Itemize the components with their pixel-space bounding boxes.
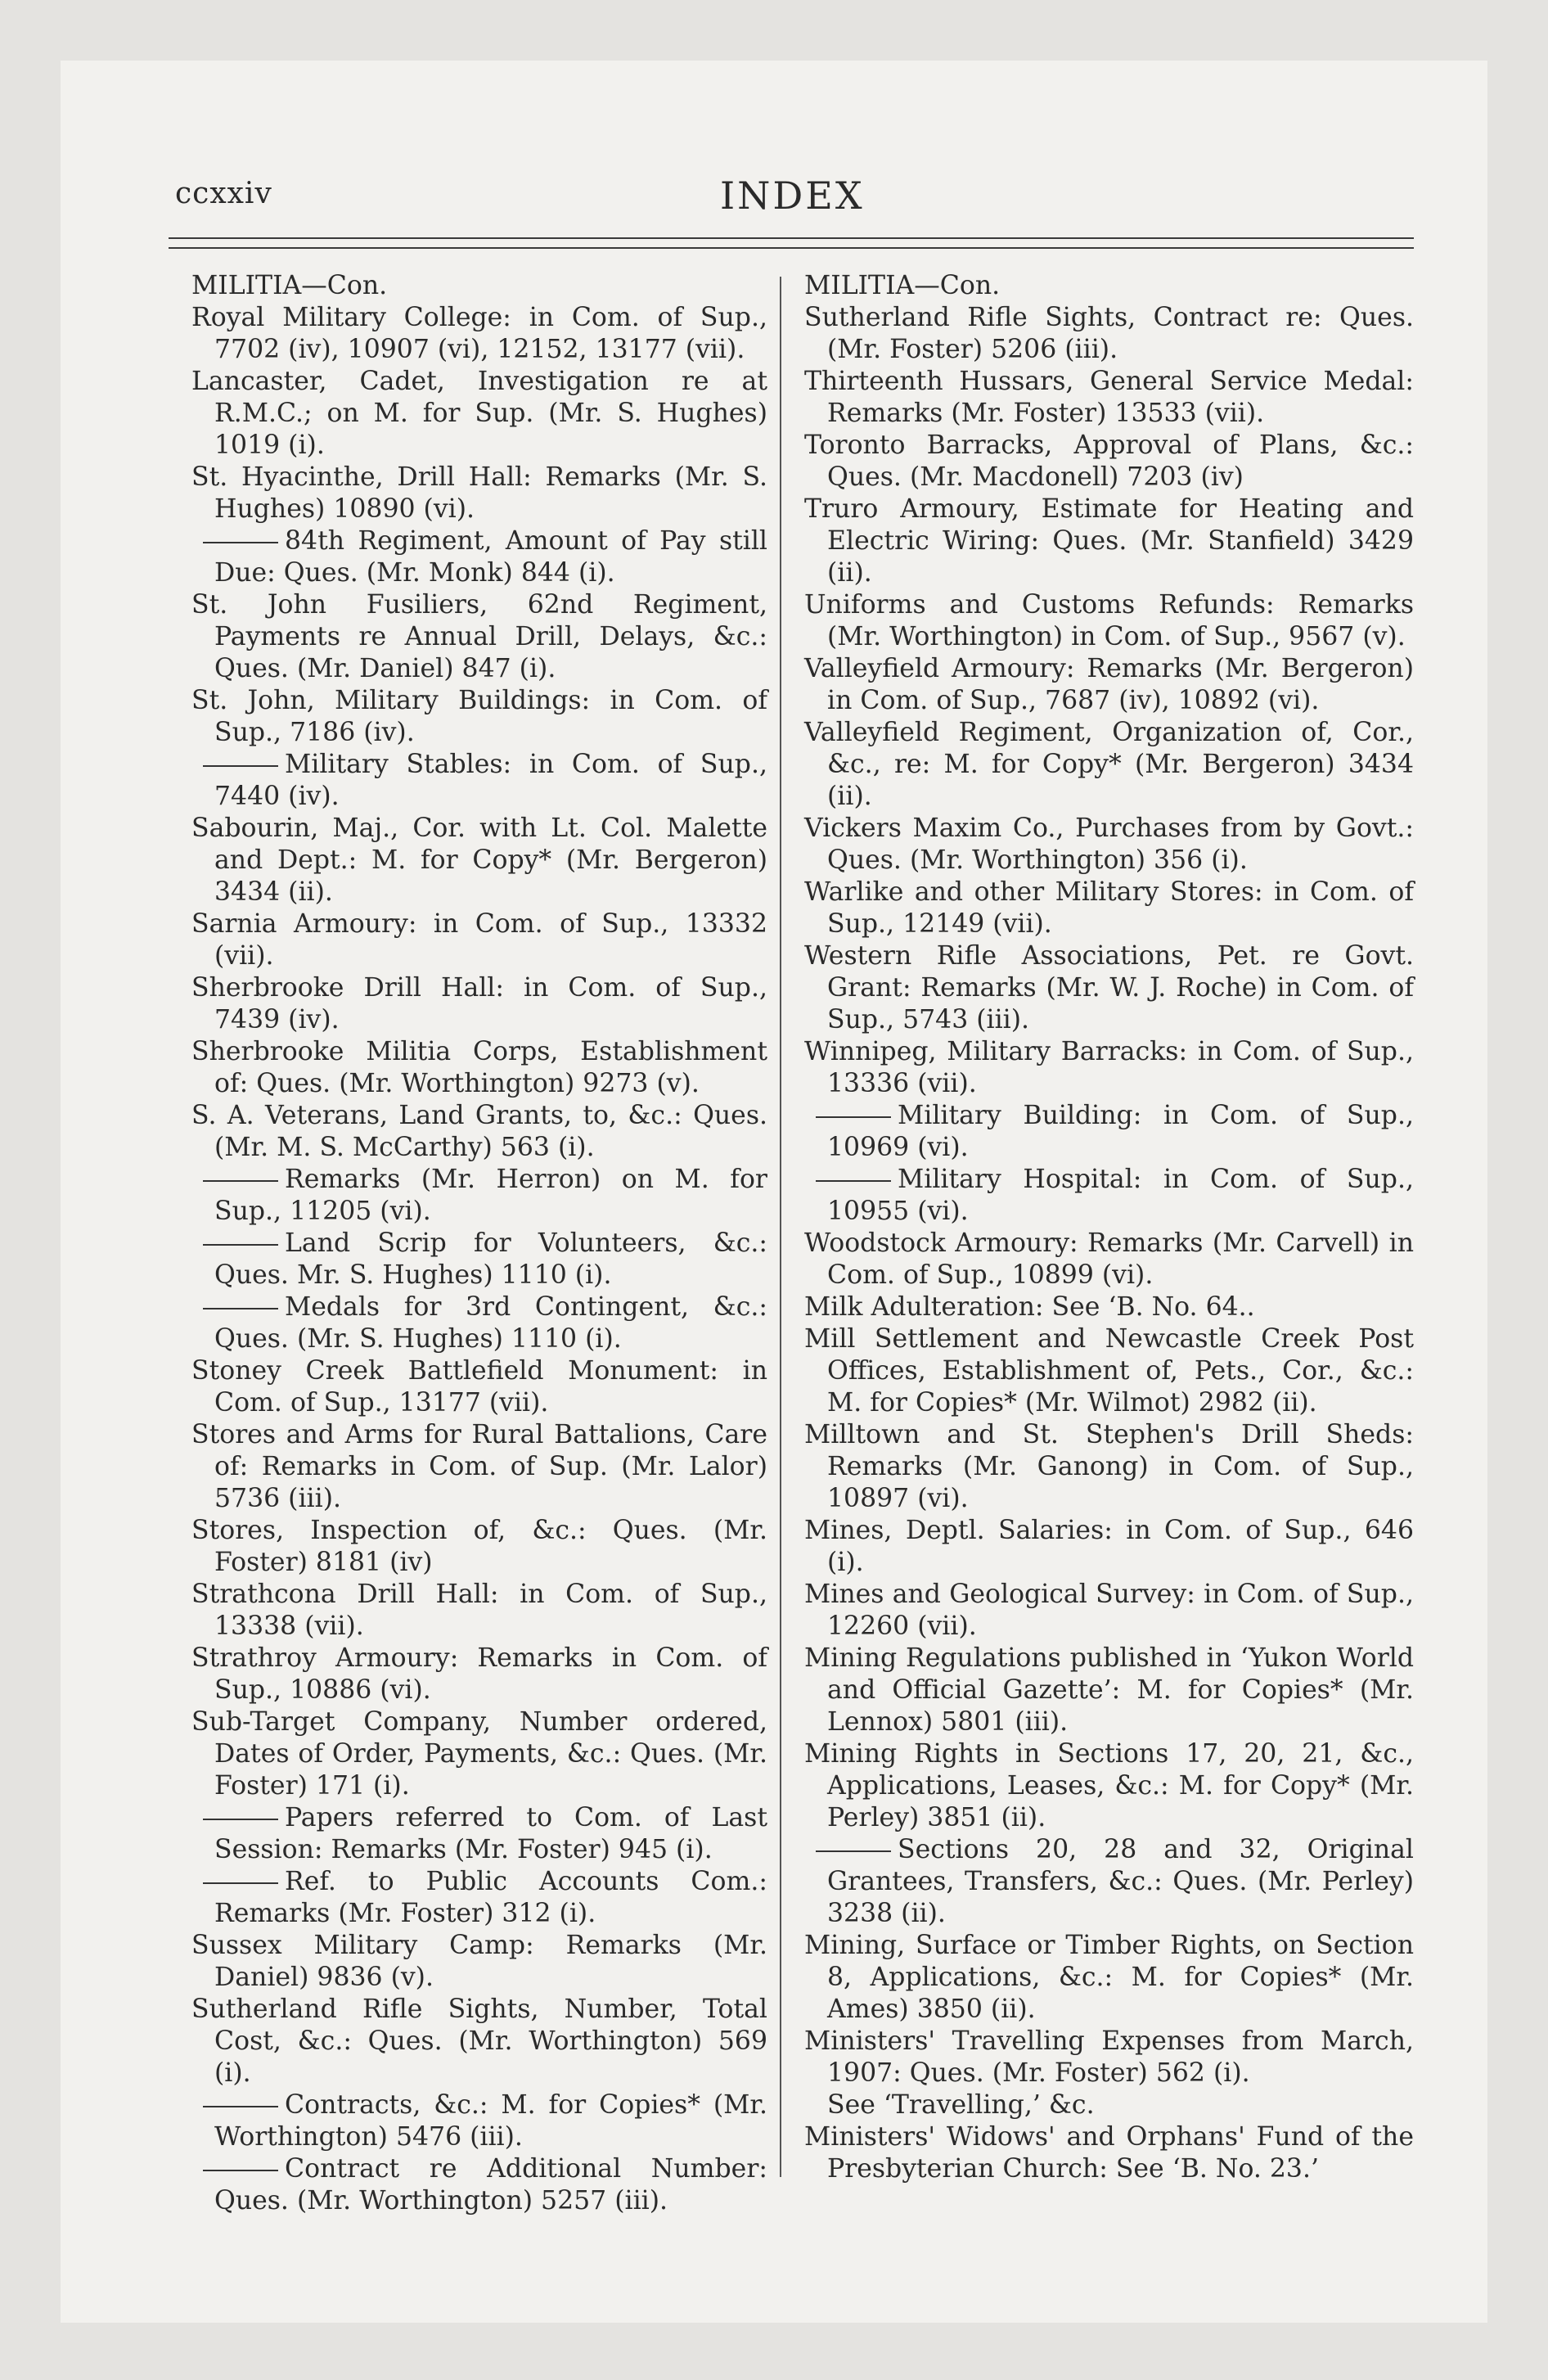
index-entry: Milltown and St. Stephen's Drill Sheds: Remarks (Mr. Ganong) in Com. of Sup., 10897 (vi).	[804, 1420, 1414, 1513]
index-entry: Sherbrooke Drill Hall: in Com. of Sup., 7439 (iv).	[191, 973, 767, 1034]
index-subentry: Military Hospital: in Com. of Sup., 10955 (vi).	[804, 1164, 1414, 1228]
index-entry: Mines, Deptl. Salaries: in Com. of Sup., 646 (i).	[804, 1516, 1414, 1577]
index-entry: S. A. Veterans, Land Grants, to, &c.: Ques. (Mr. M. S. McCarthy) 563 (i).	[191, 1101, 767, 1162]
index-subentry: Ref. to Public Accounts Com.: Remarks (Mr. Foster) 312 (i).	[191, 1866, 767, 1930]
index-cross-reference: See ‘Travelling,’ &c.	[827, 2090, 1095, 2120]
ditto-dash	[203, 1244, 278, 1246]
section-heading: MILITIA—Con.	[191, 271, 388, 300]
index-entry: Valleyfield Regiment, Organization of, Cor., &c., re: M. for Copy* (Mr. Bergeron) 3434 (ii).	[804, 718, 1414, 811]
ditto-dash	[816, 1116, 891, 1118]
index-subentry: Military Stables: in Com. of Sup., 7440 (iv).	[191, 749, 767, 813]
index-entry: Mines and Geological Survey: in Com. of Sup., 12260 (vii).	[804, 1580, 1414, 1641]
index-entry: Sub-Target Company, Number ordered, Dates of Order, Payments, &c.: Ques. (Mr. Foster) 171 (i).	[191, 1707, 767, 1801]
ditto-dash	[203, 2106, 278, 2107]
index-entry: Stoney Creek Battlefield Monument: in Com. of Sup., 13177 (vii).	[191, 1356, 767, 1418]
ditto-dash	[203, 1180, 278, 1182]
index-entry: St. John Fusiliers, 62nd Regiment, Payments re Annual Drill, Delays, &c.: Ques. (Mr. Daniel) 847 (i).	[191, 590, 767, 683]
index-entry: Lancaster, Cadet, Investigation re at R.M.C.; on M. for Sup. (Mr. S. Hughes) 1019 (i).	[191, 367, 767, 460]
index-entry: Sabourin, Maj., Cor. with Lt. Col. Malette and Dept.: M. for Copy* (Mr. Bergeron) 3434 (ii).	[191, 814, 767, 907]
index-entry: Vickers Maxim Co., Purchases from by Govt.: Ques. (Mr. Worthington) 356 (i).	[804, 814, 1414, 875]
index-entry: Strathcona Drill Hall: in Com. of Sup., 13338 (vii).	[191, 1580, 767, 1641]
index-entry: Stores, Inspection of, &c.: Ques. (Mr. Foster) 8181 (iv)	[191, 1516, 767, 1577]
header-rule-top	[169, 237, 1414, 239]
index-entry: Uniforms and Customs Refunds: Remarks (Mr. Worthington) in Com. of Sup., 9567 (v).	[804, 590, 1414, 651]
index-entry: Mining Regulations published in ‘Yukon World and Official Gazette’: M. for Copies* (Mr. Lennox) 5801 (iii).	[804, 1643, 1414, 1737]
index-entry: Toronto Barracks, Approval of Plans, &c.: Ques. (Mr. Macdonell) 7203 (iv)	[804, 430, 1414, 492]
header-rule-bottom	[169, 247, 1414, 249]
index-subentry: Remarks (Mr. Herron) on M. for Sup., 11205 (vi).	[191, 1164, 767, 1228]
index-entry: Sherbrooke Militia Corps, Establishment of: Ques. (Mr. Worthington) 9273 (v).	[191, 1037, 767, 1098]
index-entry: Mining Rights in Sections 17, 20, 21, &c., Applications, Leases, &c.: M. for Copy* (Mr. Perley) 3851 (ii).	[804, 1739, 1414, 1832]
ditto-dash	[203, 2170, 278, 2171]
index-entry: Woodstock Armoury: Remarks (Mr. Carvell) in Com. of Sup., 10899 (vi).	[804, 1228, 1414, 1290]
index-entry: Sutherland Rifle Sights, Contract re: Ques. (Mr. Foster) 5206 (iii).	[804, 303, 1414, 364]
column-divider	[780, 277, 781, 2177]
ditto-dash	[203, 542, 278, 543]
page-title: INDEX	[720, 174, 865, 218]
page-number: ccxxiv	[175, 177, 272, 210]
index-entry: Milk Adulteration: See ‘B. No. 64..	[804, 1292, 1255, 1322]
index-entry: Mill Settlement and Newcastle Creek Post Offices, Establishment of, Pets., Cor., &c.: M. for Copies* (Mr. Wilmot) 2982 (ii).	[804, 1324, 1414, 1418]
index-entry: Strathroy Armoury: Remarks in Com. of Sup., 10886 (vi).	[191, 1643, 767, 1705]
index-entry: Mining, Surface or Timber Rights, on Section 8, Applications, &c.: M. for Copies* (Mr. Ames) 3850 (ii).	[804, 1931, 1414, 2024]
index-entry: St. John, Military Buildings: in Com. of Sup., 7186 (iv).	[191, 686, 767, 747]
ditto-dash	[816, 1180, 891, 1182]
ditto-dash	[203, 765, 278, 767]
index-entry: Stores and Arms for Rural Battalions, Care of: Remarks in Com. of Sup. (Mr. Lalor) 5736 (iii).	[191, 1420, 767, 1513]
index-subentry: Medals for 3rd Contingent, &c.: Ques. (Mr. S. Hughes) 1110 (i).	[191, 1291, 767, 1355]
index-subentry: Sections 20, 28 and 32, Original Grantees, Transfers, &c.: Ques. (Mr. Perley) 3238 (ii).	[804, 1834, 1414, 1930]
index-subentry: Land Scrip for Volunteers, &c.: Ques. Mr. S. Hughes) 1110 (i).	[191, 1228, 767, 1291]
index-entry: Warlike and other Military Stores: in Com. of Sup., 12149 (vii).	[804, 877, 1414, 939]
ditto-dash	[203, 1819, 278, 1820]
index-entry: St. Hyacinthe, Drill Hall: Remarks (Mr. S. Hughes) 10890 (vi).	[191, 462, 767, 524]
index-entry: Ministers' Widows' and Orphans' Fund of the Presbyterian Church: See ‘B. No. 23.’	[804, 2122, 1414, 2184]
left-column	[191, 270, 767, 2217]
index-subentry: Military Building: in Com. of Sup., 10969 (vi).	[804, 1100, 1414, 1164]
index-entry: Ministers' Travelling Expenses from March, 1907: Ques. (Mr. Foster) 562 (i).	[804, 2026, 1414, 2088]
index-entry: Truro Armoury, Estimate for Heating and Electric Wiring: Ques. (Mr. Stanfield) 3429 (ii).	[804, 494, 1414, 588]
index-entry: Sussex Military Camp: Remarks (Mr. Daniel) 9836 (v).	[191, 1931, 767, 1992]
index-entry: Sarnia Armoury: in Com. of Sup., 13332 (vii).	[191, 909, 767, 971]
index-subentry: Contract re Additional Number: Ques. (Mr. Worthington) 5257 (iii).	[191, 2153, 767, 2217]
index-subentry: Papers referred to Com. of Last Session: Remarks (Mr. Foster) 945 (i).	[191, 1802, 767, 1866]
index-subentry: Contracts, &c.: M. for Copies* (Mr. Worthington) 5476 (iii).	[191, 2089, 767, 2153]
section-heading: MILITIA—Con.	[804, 271, 1001, 300]
index-entry: Sutherland Rifle Sights, Number, Total Cost, &c.: Ques. (Mr. Worthington) 569 (i).	[191, 1995, 767, 2088]
ditto-dash	[203, 1308, 278, 1309]
ditto-dash	[203, 1882, 278, 1884]
ditto-dash	[816, 1850, 891, 1852]
right-column	[804, 270, 1414, 2185]
index-entry: Western Rifle Associations, Pet. re Govt. Grant: Remarks (Mr. W. J. Roche) in Com. of Sup., 5743 (iii).	[804, 941, 1414, 1034]
index-entry: Royal Military College: in Com. of Sup., 7702 (iv), 10907 (vi), 12152, 13177 (vii).	[191, 303, 767, 364]
index-entry: Winnipeg, Military Barracks: in Com. of Sup., 13336 (vii).	[804, 1037, 1414, 1098]
index-entry: Thirteenth Hussars, General Service Medal: Remarks (Mr. Foster) 13533 (vii).	[804, 367, 1414, 428]
index-subentry: 84th Regiment, Amount of Pay still Due: Ques. (Mr. Monk) 844 (i).	[191, 525, 767, 589]
index-entry: Valleyfield Armoury: Remarks (Mr. Bergeron) in Com. of Sup., 7687 (iv), 10892 (vi).	[804, 654, 1414, 715]
